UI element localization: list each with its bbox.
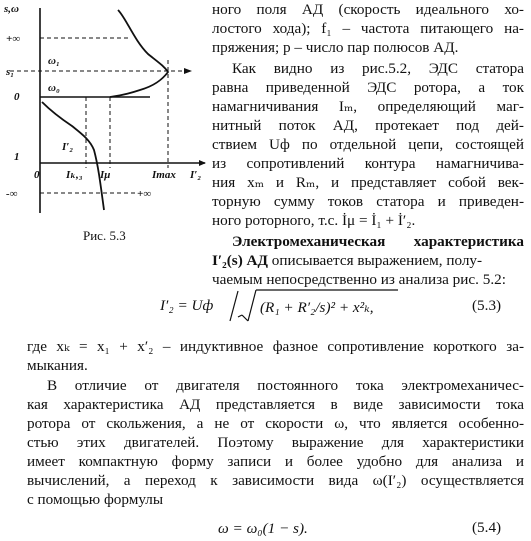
s1-arrow <box>184 68 192 74</box>
upper-curve <box>110 10 168 97</box>
right-line-11: торную сумму токов статора и приведен- <box>212 193 524 210</box>
label-ik: Iₖ,₃ <box>66 169 83 181</box>
eq1-inner: (R₁ + R′₂/s)² + x²ₖ, <box>260 299 374 316</box>
figure-caption: Рис. 5.3 <box>83 228 126 243</box>
right-line-1: ного поля АД (скорость идеального хо- <box>212 1 524 18</box>
right-line-5: равна приведенной ЭДС ротора, а ток <box>212 79 524 96</box>
right-line-2: лостого хода); f₁ – частота питающего на- <box>212 20 524 37</box>
heading-line-1: Электромеханическая характеристика <box>232 233 524 250</box>
heading-rest: описывается выражением, полу- <box>267 252 483 269</box>
label-zero-y: 0 <box>14 91 20 103</box>
right-line-6: намагничивания Iₘ, определяющий маг- <box>212 98 524 115</box>
label-plus-inf-top: +∞ <box>6 33 21 45</box>
right-line-3: пряжения; p – число пар полюсов АД. <box>212 39 459 56</box>
para-line-2: кая характеристика АД представляется в виде зависимости тока <box>27 396 524 413</box>
label-plus-inf-bottom: +∞ <box>137 188 152 200</box>
body-line: чаемым непосредственно из анализа рис. 5.2: <box>212 271 506 288</box>
label-y-axis: s,ω <box>4 3 19 15</box>
x-axis-arrow <box>199 160 206 166</box>
label-omega1: ω₁ <box>48 55 60 67</box>
right-line-10: ния xₘ и Rₘ, и представляет собой век- <box>212 174 524 191</box>
para-line-5: имеет компактную форму записи и более удобно для анализа и <box>27 453 524 470</box>
where-line-2: мыкания. <box>27 357 88 374</box>
eq1-number: (5.3) <box>472 297 502 314</box>
para-line-1: В отличие от двигателя постоянного тока электромеханичес- <box>47 377 524 394</box>
label-imax: Imax <box>152 169 176 181</box>
equation-5-4: ω = ω₀(1 − s). <box>218 520 308 537</box>
label-minus-inf-left: -∞ <box>6 188 18 200</box>
eq1-lhs: I′₂ = Uф <box>160 297 214 314</box>
where-line-1: где xₖ = x₁ + x′₂ – индуктивное фазное сопротивление короткого за- <box>27 338 524 355</box>
label-one-y: 1 <box>14 151 20 163</box>
para-line-3: ротора от скольжения, а не от скорости ω, что является особенно- <box>27 415 524 432</box>
right-line-12: ного роторного, т.с. İμ = İ₁ + İ′₂. <box>212 212 416 229</box>
label-i2-axis: I′₂ <box>190 169 202 181</box>
right-line-9: из сопротивлений контура намагничива- <box>212 155 524 172</box>
eq2-number: (5.4) <box>472 519 502 536</box>
label-zero-x: 0 <box>34 169 40 181</box>
para-line-6: вычислений, а переход к зависимости вида ω(I′₂) осуществляется <box>27 472 524 489</box>
heading-line-2 <box>212 251 482 270</box>
right-line-8: ствием Uф по отдельной цепи, состоящей <box>212 136 524 153</box>
label-s1: s₁ <box>6 66 15 78</box>
para-line-4: стью этих двигателей. Поэтому выражение для характеристики <box>27 434 524 451</box>
lower-curve <box>42 102 104 210</box>
figure-5-3 <box>0 0 210 225</box>
heading-bold: I′₂(s) АД <box>212 252 268 269</box>
label-omega0: ω₀ <box>48 82 60 94</box>
label-i2-curve: I′₂ <box>62 141 74 153</box>
label-imu: Iμ <box>100 169 111 181</box>
equation-5-3 <box>160 287 400 323</box>
right-line-7: нитный поток АД, протекает под дей- <box>212 117 524 134</box>
right-line-4: Как видно из рис.5.2, ЭДС статора <box>232 60 524 77</box>
para-line-7: с помощью формулы <box>27 491 164 508</box>
